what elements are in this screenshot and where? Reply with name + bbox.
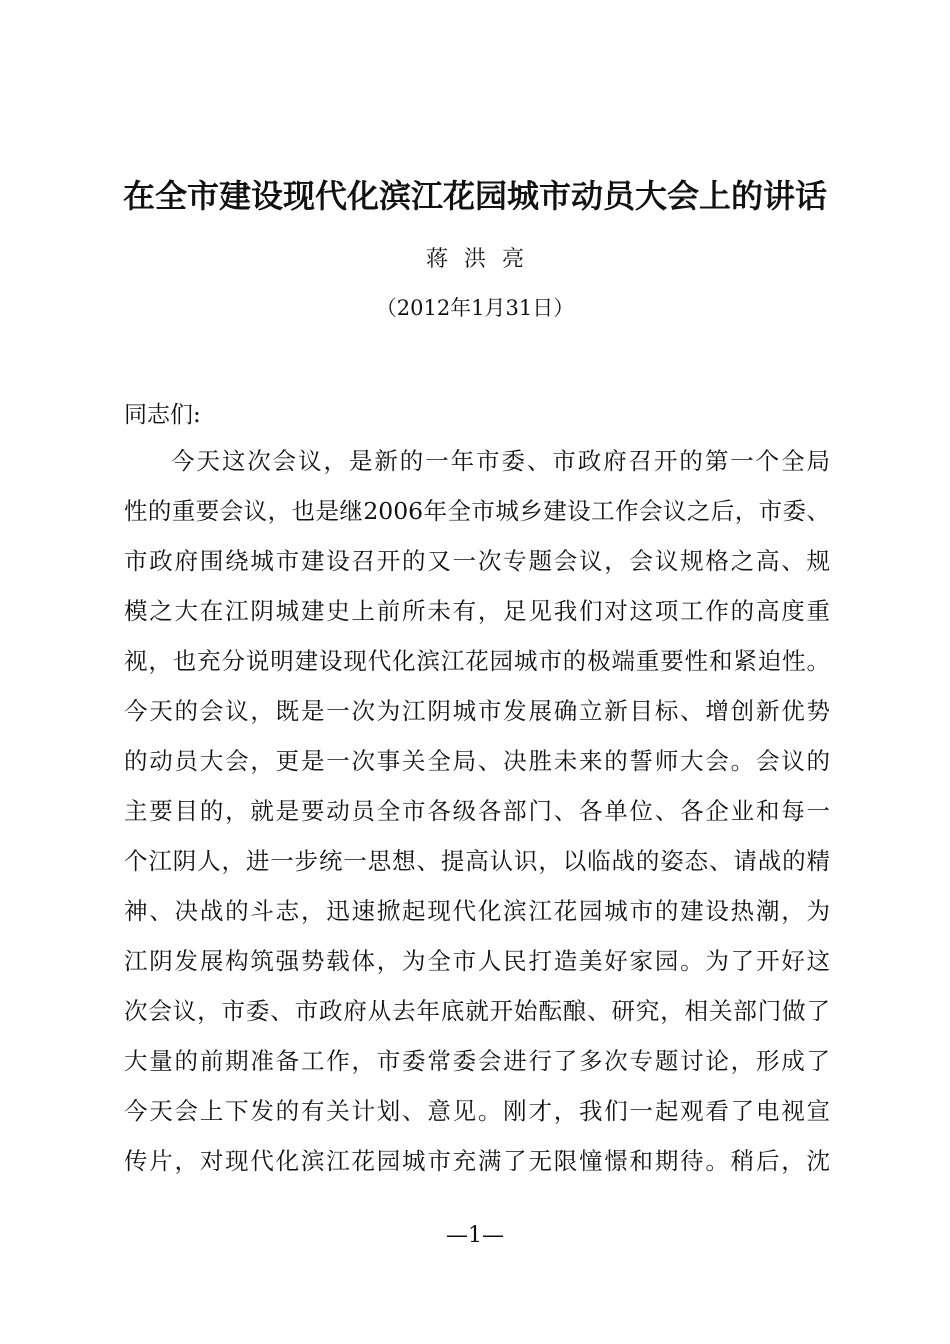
page-number: —1—: [446, 1223, 504, 1248]
body-line: 次会议，市委、市政府从去年底就开始酝酿、研究，相关部门做了: [124, 997, 830, 1025]
document-title: 在全市建设现代化滨江花园城市动员大会上的讲话: [122, 177, 827, 215]
body-line: 今天这次会议，是新的一年市委、市政府召开的第一个全局: [171, 447, 830, 475]
body-line: 模之大在江阴城建史上前所未有，足见我们对这项工作的高度重: [124, 597, 830, 625]
body-line: 市政府围绕城市建设召开的又一次专题会议，会议规格之高、规: [124, 547, 830, 575]
body-line: 神、决战的斗志，迅速掀起现代化滨江花园城市的建设热潮，为: [124, 897, 830, 925]
body-line: 个江阴人，进一步统一思想、提高认识，以临战的姿态、请战的精: [124, 847, 830, 875]
salutation: 同志们:: [124, 402, 201, 428]
body-line: 大量的前期准备工作，市委常委会进行了多次专题讨论，形成了: [124, 1047, 830, 1075]
body-line: 主要目的，就是要动员全市各级各部门、各单位、各企业和每一: [124, 797, 830, 825]
body-line: 今天会上下发的有关计划、意见。刚才，我们一起观看了电视宣: [124, 1097, 830, 1125]
body-line: 江阴发展构筑强势载体，为全市人民打造美好家园。为了开好这: [124, 947, 830, 975]
author-name: 蒋洪亮: [425, 247, 540, 272]
body-line: 视，也充分说明建设现代化滨江花园城市的极端重要性和紧迫性。: [124, 647, 830, 675]
speech-date: （2012年1月31日）: [375, 296, 575, 320]
body-line: 今天的会议，既是一次为江阴城市发展确立新目标、增创新优势: [124, 697, 830, 725]
body-line: 传片，对现代化滨江花园城市充满了无限憧憬和期待。稍后，沈: [124, 1147, 830, 1175]
body-line: 的动员大会，更是一次事关全局、决胜未来的誓师大会。会议的: [124, 747, 830, 775]
body-line: 性的重要会议，也是继2006年全市城乡建设工作会议之后，市委、: [124, 497, 830, 525]
